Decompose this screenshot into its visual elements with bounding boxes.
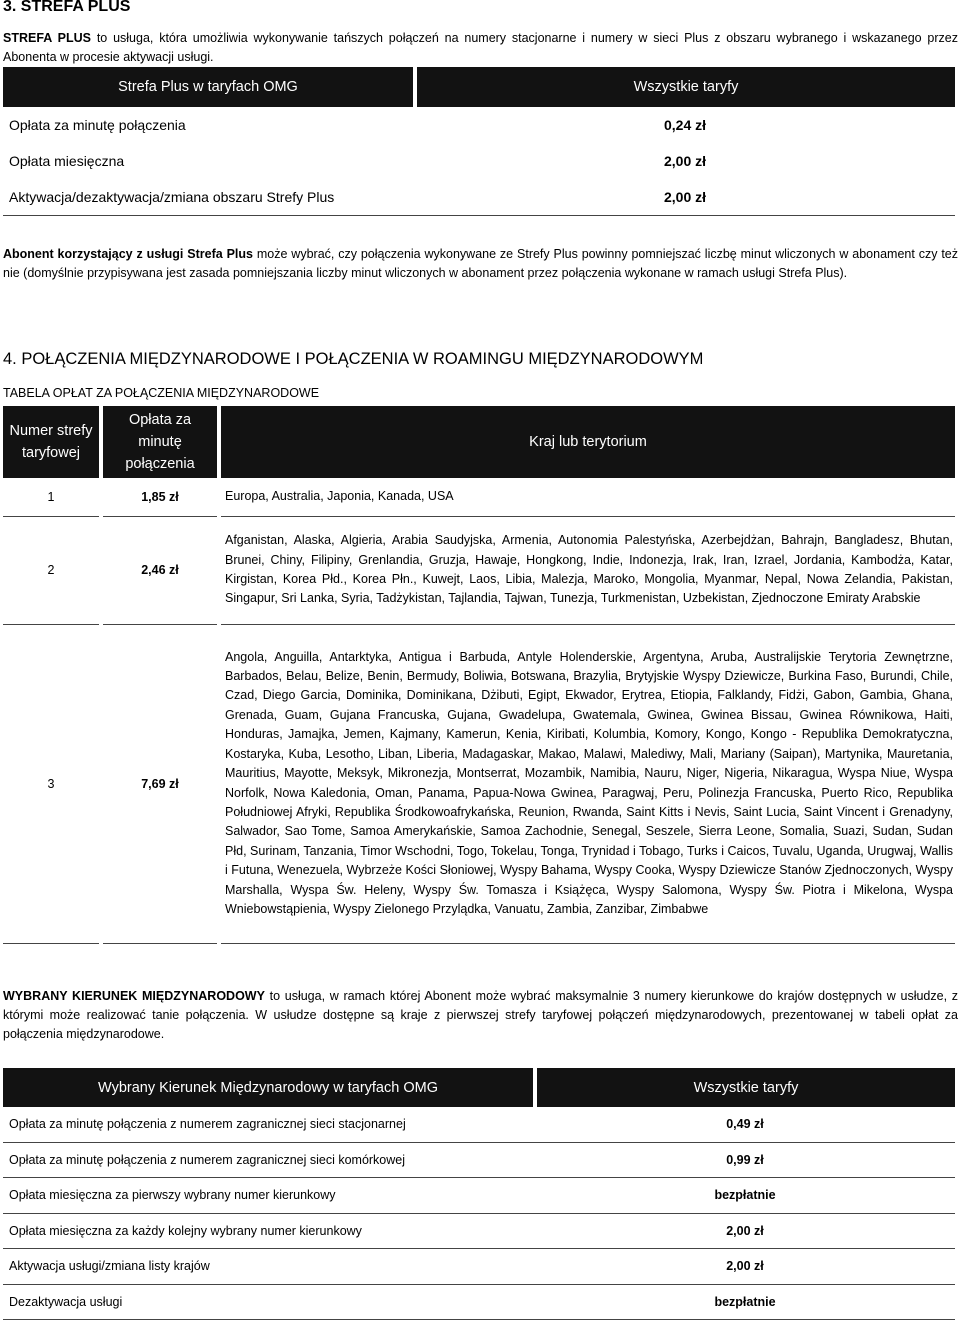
- section-3-title: 3. STREFA PLUS: [3, 0, 131, 15]
- direction-bold: WYBRANY KIERUNEK MIĘDZYNARODOWY: [3, 989, 265, 1003]
- note-bold: Abonent korzystający z usługi Strefa Plus: [3, 247, 253, 261]
- table-row: [3, 1107, 955, 1142]
- table-row: [3, 1142, 955, 1178]
- strefa-plus-header-right: Wszystkie taryfy: [415, 67, 955, 107]
- row-label: Opłata za minutę połączenia z numerem zagranicznej sieci komórkowej: [3, 1142, 535, 1178]
- section-4-title: 4. POŁĄCZENIA MIĘDZYNARODOWE I POŁĄCZENIA W ROAMINGU MIĘDZYNARODOWYM: [3, 350, 704, 368]
- row-value: bezpłatnie: [535, 1284, 955, 1320]
- row-label: Aktywacja usługi/zmiana listy krajów: [3, 1249, 535, 1285]
- zone-number: 1: [3, 478, 101, 516]
- strefa-plus-table: [3, 67, 955, 216]
- table-row: [3, 516, 955, 624]
- row-value: 2,00 zł: [535, 1213, 955, 1249]
- zone-countries: Afganistan, Alaska, Algieria, Arabia Saudyjska, Armenia, Autonomia Palestyńska, Azerbejdżan, Bahrajn, Bangladesz, Bhutan, Brunei, Chiny, Filipiny, Grenlandia, Gruzja, Hawaje, Hongkong, Indie, Indonezja, Irak, Iran, Izrael, Jordania, Kambodża, Katar, Kirgistan, Korea Płd., Korea Płn., Kuwejt, Laos, Libia, Malezja, Maroko, Mongolia, Myanmar, Nepal, Nowa Zelandia, Pakistan, Singapur, Sri Lanka, Syria, Tadżykistan, Tajlandia, Tajwan, Tunezja, Turkmenistan, Uzbekistan, Zjednoczone Emiraty Arabskie: [219, 516, 955, 624]
- strefa-plus-intro: [3, 29, 958, 67]
- international-table-title: TABELA OPŁAT ZA POŁĄCZENIA MIĘDZYNARODOWE: [3, 386, 320, 400]
- row-label: Opłata miesięczna za każdy kolejny wybrany numer kierunkowy: [3, 1213, 535, 1249]
- direction-table: [3, 1068, 955, 1320]
- international-rates-table: [3, 406, 955, 944]
- zone-number: 2: [3, 516, 101, 624]
- zone-countries: Angola, Anguilla, Antarktyka, Antigua i Barbuda, Antyle Holenderskie, Argentyna, Aruba, Australijskie Terytoria Zewnętrzne, Barbados, Belau, Belize, Benin, Bermudy, Boliwia, Botswana, Brazylia, Brytyjskie Wyspy Dziewicze, Burkina Faso, Burundi, Chile, Czad, Diego Garcia, Dominika, Dominikana, Dżibuti, Egipt, Ekwador, Erytrea, Etiopia, Falklandy, Fidżi, Gabon, Gambia, Ghana, Grenada, Guam, Gujana Francuska, Gujana, Gwadelupa, Gwatemala, Gwinea, Gwinea Bissau, Gwinea Równikowa, Haiti, Honduras, Jamajka, Jemen, Kajmany, Kamerun, Kenia, Kiribati, Kolumbia, Komory, Kongo, Kongo - Republika Demokratyczna, Kostaryka, Kuba, Lesotho, Liban, Liberia, Madagaskar, Makao, Malawi, Malediwy, Mali, Mariany (Saipan), Martynika, Mauretania, Mauritius, Mayotte, Meksyk, Mikronezja, Montserrat, Mozambik, Namibia, Nauru, Niger, Nigeria, Nikaragua, Wyspa Niue, Wyspa Norfolk, Nowa Kaledonia, Oman, Panama, Papua-Nowa Gwinea, Paragwaj, Peru, Polinezja Francuska, Puerto Rico, Republika Południowej Afryki, Republika Środkowoafrykańska, Reunion, Rwanda, Saint Kitts i Nevis, Saint Lucia, Saint Vincent i Grenadyny, Salwador, Sao Tome, Samoa Amerykańskie, Samoa Zachodnie, Senegal, Seszele, Sierra Leone, Somalia, Suazi, Sudan, Sudan Płd, Surinam, Tanzania, Timor Wschodni, Togo, Tokelau, Tonga, Trynidad i Tobago, Turks i Caicos, Tuvalu, Uganda, Urugwaj, Wallis i Futuna, Wenezuela, Wybrzeże Kości Słoniowej, Wyspy Bahama, Wyspy Cooka, Wyspy Dziewicze Stanów Zjednoczonych, Wyspy Marshalla, Wyspa Św. Heleny, Wyspy Św. Tomasza i Książęca, Wyspy Salomona, Wyspy Św. Piotra i Mikelona, Wyspa Wniebowstąpienia, Wyspy Zielonego Przylądka, Vanuatu, Zambia, Zanzibar, Zimbabwe: [219, 624, 955, 943]
- intro-bold: STREFA PLUS: [3, 31, 92, 45]
- direction-header-right: Wszystkie taryfy: [535, 1068, 955, 1107]
- table-row: [3, 1284, 955, 1320]
- row-value: 0,49 zł: [535, 1107, 955, 1142]
- table-row: [3, 107, 955, 143]
- row-value: 0,24 zł: [663, 117, 707, 133]
- header-zone: Numer strefy taryfowej: [3, 406, 101, 478]
- zone-countries: Europa, Australia, Japonia, Kanada, USA: [219, 478, 955, 516]
- zone-number: 3: [3, 624, 101, 943]
- row-label: Opłata za minutę połączenia z numerem zagranicznej sieci stacjonarnej: [3, 1107, 535, 1142]
- row-value: 2,00 zł: [535, 1249, 955, 1285]
- direction-description: [3, 987, 958, 1044]
- row-label: Opłata miesięczna: [9, 153, 125, 169]
- intro-text: to usługa, która umożliwia wykonywanie tańszych połączeń na numery stacjonarne i numery w sieci Plus z obszaru wybranego i wskazanego przez Abonenta w procesie aktywacji usługi.: [3, 31, 958, 64]
- row-label: Opłata za minutę połączenia: [9, 117, 186, 133]
- header-price: Opłata za minutę połączenia: [101, 406, 219, 478]
- table-row: [3, 478, 955, 516]
- table-row: [3, 143, 955, 179]
- direction-header-left: Wybrany Kierunek Międzynarodowy w taryfach OMG: [3, 1068, 535, 1107]
- header-country: Kraj lub terytorium: [219, 406, 955, 478]
- direction-text: to usługa, w ramach której Abonent może wybrać maksymalnie 3 numery kierunkowe do krajów dostępnych w usłudze, z którymi może realizować tanie połączenia. W usłudze dostępne są kraje z pierwszej strefy taryfowej połączeń międzynarodowych, prezentowanej w tabeli opłat za połączenia międzynarodowe.: [3, 989, 958, 1041]
- zone-price: 1,85 zł: [101, 478, 219, 516]
- strefa-plus-header-left: Strefa Plus w taryfach OMG: [3, 67, 415, 107]
- table-row: [3, 1213, 955, 1249]
- zone-price: 2,46 zł: [101, 516, 219, 624]
- row-label: Aktywacja/dezaktywacja/zmiana obszaru Strefy Plus: [3, 179, 415, 215]
- row-value: 2,00 zł: [663, 153, 707, 169]
- row-value: 0,99 zł: [535, 1142, 955, 1178]
- table-row: [3, 1178, 955, 1214]
- zone-price: 7,69 zł: [101, 624, 219, 943]
- row-value: 2,00 zł: [415, 179, 955, 215]
- strefa-plus-note: [3, 245, 958, 283]
- note-text: może wybrać, czy połączenia wykonywane ze Strefy Plus powinny pomniejszać liczbę minut wliczonych w abonament czy też nie (domyślnie przypisywana jest zasada pomniejszania liczby minut wliczonych w abonament przez połączenia wykonane w ramach usługi Strefa Plus).: [3, 247, 958, 280]
- table-row: [3, 624, 955, 943]
- table-row: [3, 1249, 955, 1285]
- table-row: [3, 179, 955, 215]
- row-value: bezpłatnie: [535, 1178, 955, 1214]
- row-label: Dezaktywacja usługi: [3, 1284, 535, 1320]
- row-label: Opłata miesięczna za pierwszy wybrany numer kierunkowy: [3, 1178, 535, 1214]
